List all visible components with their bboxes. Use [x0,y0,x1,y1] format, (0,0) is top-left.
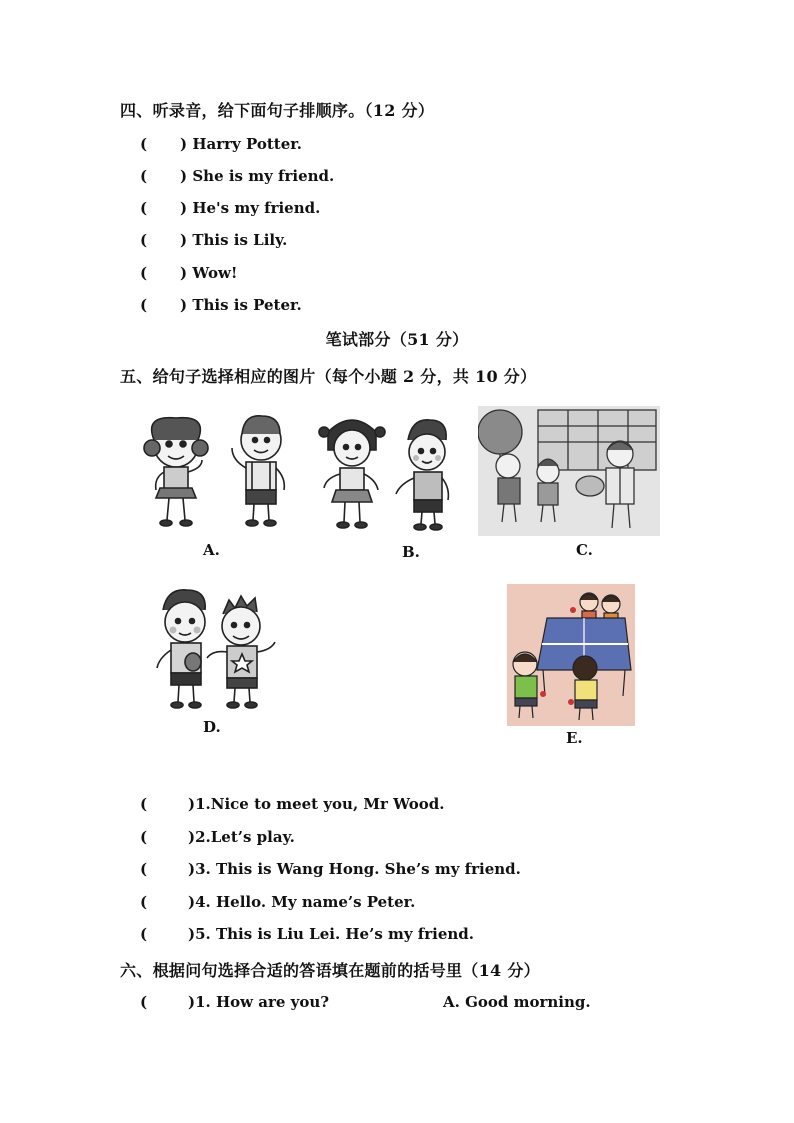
paren-close: ) [180,199,188,217]
picture-b-label: B. [402,543,420,561]
paren-close: ) [180,264,188,282]
answer-paren: ( [140,795,148,813]
written-part-heading: 笔试部分（51 分） [325,330,469,349]
answer-paren: ( [140,199,148,217]
answer-paren: ( [140,135,148,153]
item-text: She is my friend. [192,167,335,185]
section5-item-4 [140,893,415,911]
answer-paren: ( [140,231,148,249]
picture-d-illustration [141,586,295,716]
picture-c-label: C. [576,541,593,559]
paren-close: ) [180,167,188,185]
section5-item-3 [140,860,521,878]
section4-title: 四、听录音，给下面句子排顺序。（12 分） [120,101,435,120]
section4-item-1 [140,135,302,153]
answer-paren: ( [140,925,148,943]
picture-e-label: E. [566,729,583,747]
answer-paren: ( [140,993,148,1011]
section4-item-3 [140,199,320,217]
paren-close: ) [180,296,188,314]
item-text: This is Peter. [192,296,302,314]
answer-paren: ( [140,296,148,314]
item-text: He's my friend. [192,199,321,217]
item-text: Wow! [192,264,238,282]
picture-b-illustration [312,410,464,538]
item-text: This is Lily. [192,231,288,249]
item-text: )4. Hello. My name’s Peter. [188,893,416,911]
answer-paren: ( [140,828,148,846]
section4-item-2 [140,167,334,185]
section6-option-a: A. Good morning. [443,993,591,1011]
section6-item-1 [140,993,329,1011]
paren-close: ) [180,231,188,249]
section4-item-5 [140,264,237,282]
section6-title: 六、根据问句选择合适的答语填在题前的括号里（14 分） [120,961,540,980]
answer-paren: ( [140,860,148,878]
item-text: )3. This is Wang Hong. She’s my friend. [188,860,521,878]
answer-paren: ( [140,264,148,282]
section5-item-2 [140,828,295,846]
section4-item-4 [140,231,287,249]
item-text: Harry Potter. [192,135,303,153]
answer-paren: ( [140,893,148,911]
answer-paren: ( [140,167,148,185]
picture-e-illustration [507,584,635,726]
picture-d-label: D. [203,718,221,736]
item-text: )1. How are you? [188,993,330,1011]
section5-item-5 [140,925,474,943]
picture-a-illustration [136,400,304,535]
section5-item-1 [140,795,444,813]
item-text: )1.Nice to meet you, Mr Wood. [188,795,445,813]
paren-close: ) [180,135,188,153]
item-text: )2.Let’s play. [188,828,295,846]
picture-c-illustration [478,406,660,536]
section4-item-6 [140,296,302,314]
picture-a-label: A. [203,541,220,559]
section5-title: 五、给句子选择相应的图片（每个小题 2 分，共 10 分） [120,367,537,386]
item-text: )5. This is Liu Lei. He’s my friend. [188,925,475,943]
